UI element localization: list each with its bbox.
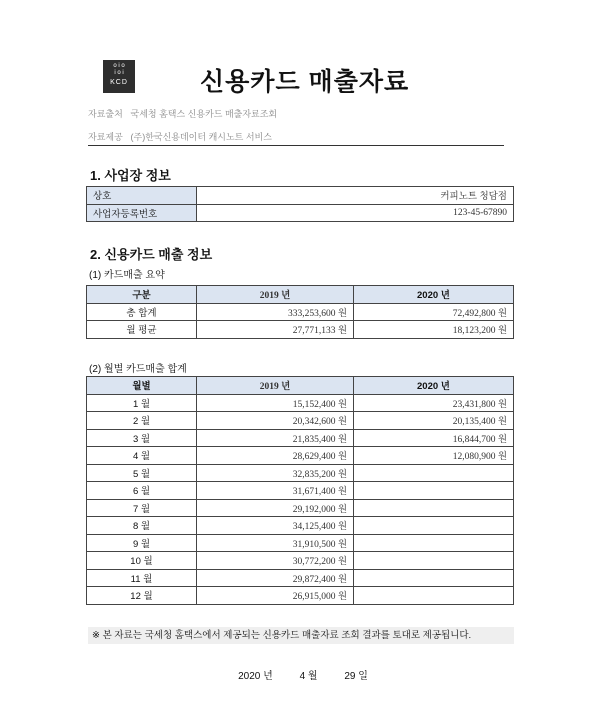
amount-cell: 29,192,000 원 <box>197 499 354 517</box>
table-header-row <box>87 377 514 395</box>
table-header-row <box>87 286 514 304</box>
section1-heading: 1. 사업장 정보 <box>90 168 171 183</box>
monthly-table <box>86 376 514 605</box>
amount-cell <box>354 587 514 605</box>
column-header: 월별 <box>87 377 197 395</box>
issue-date <box>0 667 606 682</box>
source-row <box>88 107 277 120</box>
registration-number-label: 사업자등록번호 <box>87 204 197 222</box>
amount-cell: 12,080,900 원 <box>354 447 514 465</box>
table-row <box>87 517 514 535</box>
amount-cell: 27,771,133 원 <box>197 321 354 339</box>
amount-cell: 18,123,200 원 <box>354 321 514 339</box>
amount-cell <box>354 534 514 552</box>
table-row <box>87 412 514 430</box>
row-label-cell: 7 월 <box>87 499 197 517</box>
table-row <box>87 187 514 205</box>
table-row <box>87 534 514 552</box>
provider-row <box>88 130 272 143</box>
table-row <box>87 204 514 222</box>
amount-cell: 34,125,400 원 <box>197 517 354 535</box>
amount-cell: 20,135,400 원 <box>354 412 514 430</box>
row-label-cell: 4 월 <box>87 447 197 465</box>
column-header: 2020 년 <box>354 286 514 304</box>
row-label-cell: 3 월 <box>87 429 197 447</box>
date-year: 2020 년 <box>238 671 273 682</box>
kcd-logo <box>103 60 135 93</box>
amount-cell: 29,872,400 원 <box>197 569 354 587</box>
amount-cell: 16,844,700 원 <box>354 429 514 447</box>
row-label-cell: 11 월 <box>87 569 197 587</box>
amount-cell: 15,152,400 원 <box>197 394 354 412</box>
date-day: 29 일 <box>344 671 368 682</box>
table-row <box>87 569 514 587</box>
row-label-cell: 8 월 <box>87 517 197 535</box>
business-name-value: 커피노트 청담점 <box>197 187 514 205</box>
table-row <box>87 394 514 412</box>
source-value: 국세청 홈택스 신용카드 매출자료조회 <box>130 109 278 119</box>
amount-cell: 21,835,400 원 <box>197 429 354 447</box>
amount-cell: 20,342,600 원 <box>197 412 354 430</box>
page-title: 신용카드 매출자료 <box>200 68 410 96</box>
registration-number-value: 123-45-67890 <box>197 204 514 222</box>
table-row <box>87 429 514 447</box>
column-header: 구분 <box>87 286 197 304</box>
amount-cell <box>354 517 514 535</box>
table-row <box>87 552 514 570</box>
amount-cell <box>354 482 514 500</box>
logo-binary-line: i o i <box>114 70 124 76</box>
summary-subheading: (1) 카드매출 요약 <box>89 270 165 281</box>
source-label: 자료출처 <box>88 109 123 119</box>
amount-cell: 31,910,500 원 <box>197 534 354 552</box>
provider-value: (주)한국신용데이터 캐시노트 서비스 <box>130 132 272 142</box>
row-label-cell: 10 월 <box>87 552 197 570</box>
row-label-cell: 12 월 <box>87 587 197 605</box>
amount-cell <box>354 569 514 587</box>
monthly-subheading: (2) 월별 카드매출 합계 <box>89 364 187 375</box>
table-row <box>87 499 514 517</box>
amount-cell: 28,629,400 원 <box>197 447 354 465</box>
table-row <box>87 321 514 339</box>
logo-binary-line: o i o <box>113 63 125 69</box>
amount-cell <box>354 552 514 570</box>
row-label-cell: 6 월 <box>87 482 197 500</box>
amount-cell: 30,772,200 원 <box>197 552 354 570</box>
provider-label: 자료제공 <box>88 132 123 142</box>
table-row <box>87 447 514 465</box>
business-name-label: 상호 <box>87 187 197 205</box>
amount-cell: 31,671,400 원 <box>197 482 354 500</box>
summary-table <box>86 285 514 339</box>
table-row <box>87 303 514 321</box>
row-label-cell: 2 월 <box>87 412 197 430</box>
row-label-cell: 9 월 <box>87 534 197 552</box>
amount-cell: 333,253,600 원 <box>197 303 354 321</box>
business-info-table <box>86 186 514 222</box>
row-label-cell: 5 월 <box>87 464 197 482</box>
amount-cell <box>354 464 514 482</box>
amount-cell: 26,915,000 원 <box>197 587 354 605</box>
table-row <box>87 587 514 605</box>
amount-cell <box>354 499 514 517</box>
amount-cell: 72,492,800 원 <box>354 303 514 321</box>
column-header: 2020 년 <box>354 377 514 395</box>
column-header: 2019 년 <box>197 286 354 304</box>
table-row <box>87 482 514 500</box>
date-month: 4 월 <box>299 671 318 682</box>
row-label-cell: 1 월 <box>87 394 197 412</box>
footnote: ※ 본 자료는 국세청 홈택스에서 제공되는 신용카드 매출자료 조회 결과를 토대로 제공됩니다. <box>88 627 514 644</box>
row-label-cell: 총 합계 <box>87 303 197 321</box>
section2-heading: 2. 신용카드 매출 정보 <box>90 247 213 262</box>
amount-cell: 32,835,200 원 <box>197 464 354 482</box>
row-label-cell: 월 평균 <box>87 321 197 339</box>
amount-cell: 23,431,800 원 <box>354 394 514 412</box>
divider <box>88 145 504 146</box>
logo-text: KCD <box>110 79 128 86</box>
column-header: 2019 년 <box>197 377 354 395</box>
table-row <box>87 464 514 482</box>
